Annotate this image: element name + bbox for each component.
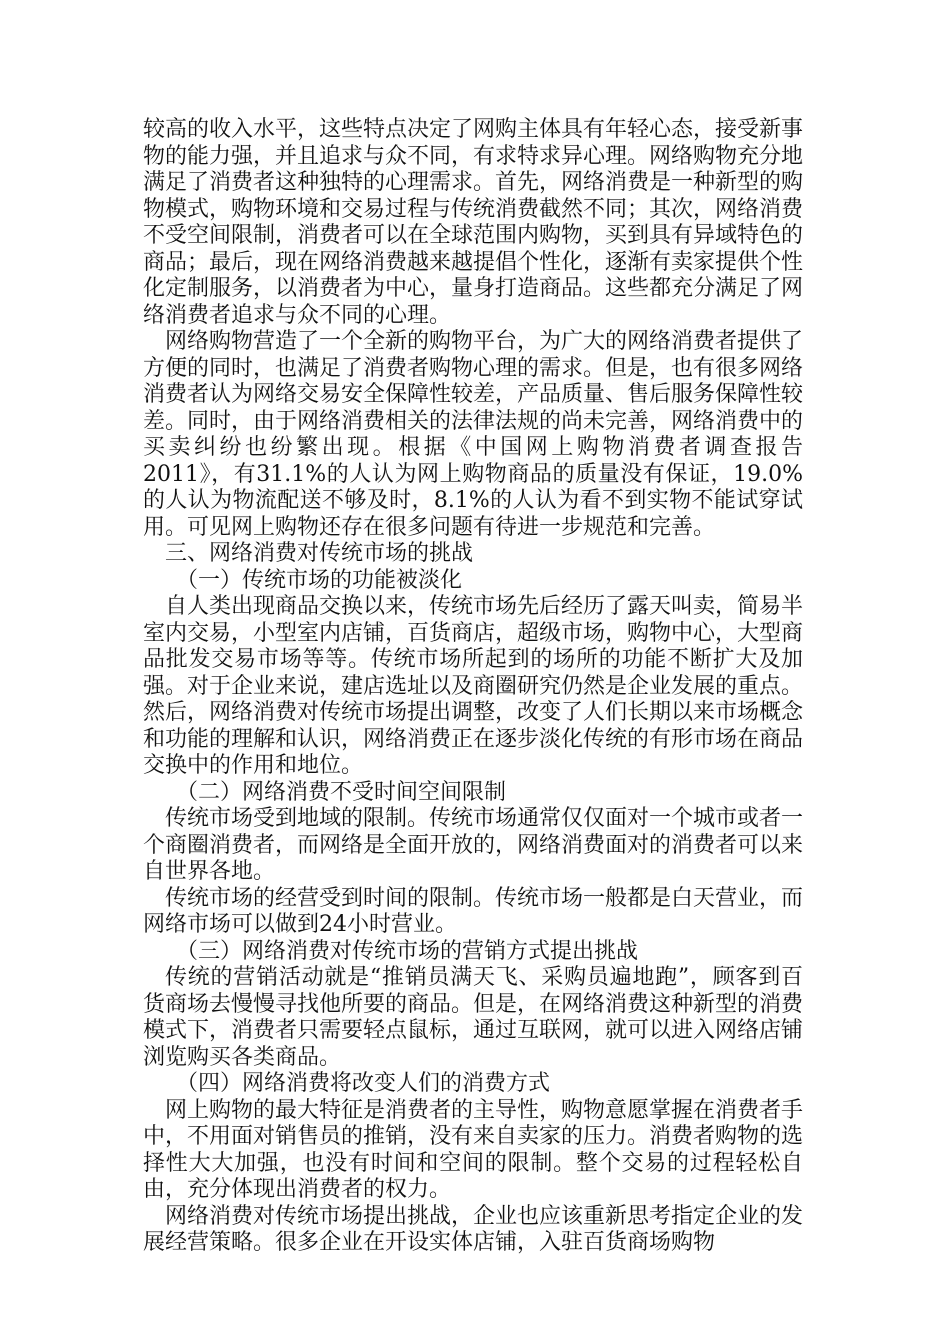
subheading-1: （一）传统市场的功能被淡化 bbox=[176, 567, 463, 593]
subheading-4: （四）网络消费将改变人们的消费方式 bbox=[176, 1071, 551, 1096]
paragraph-4: 传统市场受到地域的限制。传统市场通常仅仅面对一个城市或者一个商圈消费者，而网络是全面开放的，网络消费面对的消费者可以来自世界各地。 bbox=[143, 806, 804, 884]
paragraph-8: 网络消费对传统市场提出挑战，企业也应该重新思考指定企业的发展经营策略。很多企业在开设实体店铺，入驻百货商场购物 bbox=[143, 1203, 804, 1255]
paragraph-5: 传统市场的经营受到时间的限制。传统市场一般都是白天营业，而网络市场可以做到24小时营业。 bbox=[143, 885, 804, 937]
paragraph-1: 较高的收入水平，这些特点决定了网购主体具有年轻心态，接受新事物的能力强，并且追求与众不同，有求特求异心理。网络购物充分地满足了消费者这种独特的心理需求。首先，网络消费是一种新型的购物模式，购物环境和交易过程与传统消费截然不同；其次，网络消费不受空间限制，消费者可以在全球范围内购物，买到具有异域特色的商品；最后，现在网络消费越来越提倡个性化，逐渐有卖家提供个性化定制服务，以消费者为中心，量身打造商品。这些都充分满足了网络消费者追求与众不同的心理。 bbox=[143, 117, 804, 328]
paragraph-2: 网络购物营造了一个全新的购物平台，为广大的网络消费者提供了方便的同时，也满足了消费者购物心理的需求。但是，也有很多网络消费者认为网络交易安全保障性较差，产品质量、售后服务保障性较差。同时，由于网络消费相关的法律法规的尚未完善，网络消费中的买卖纠纷也纷繁出现。根据《中国网上购物消费者调查报告2011》，有31.1%的人认为网上购物商品的质量没有保证，19.0%的人认为物流配送不够及时，8.1%的人认为看不到实物不能试穿试用。可见网上购物还存在很多问题有待进一步规范和完善。 bbox=[143, 329, 804, 540]
document-page bbox=[143, 117, 803, 1257]
paragraph-3: 自人类出现商品交换以来，传统市场先后经历了露天叫卖，简易半室内交易，小型室内店铺，百货商店，超级市场，购物中心，大型商品批发交易市场等等。传统市场所起到的场所的功能不断扩大及加强。对于企业来说，建店选址以及商圈研究仍然是企业发展的重点。然后，网络消费对传统市场提出调整，改变了人们长期以来市场概念和功能的理解和认识，网络消费正在逐步淡化传统的有形市场在商品交换中的作用和地位。 bbox=[143, 594, 804, 778]
paragraph-7: 网上购物的最大特征是消费者的主导性，购物意愿掌握在消费者手中，不用面对销售员的推销，没有来自卖家的压力。消费者购物的选择性大大加强，也没有时间和空间的限制。整个交易的过程轻松自由，充分体现出消费者的权力。 bbox=[143, 1097, 804, 1202]
section-heading-3: 三、网络消费对传统市场的挑战 bbox=[165, 541, 474, 566]
subheading-3: （三）网络消费对传统市场的营销方式提出挑战 bbox=[176, 938, 639, 964]
subheading-2: （二）网络消费不受时间空间限制 bbox=[176, 779, 507, 805]
paragraph-6: 传统的营销活动就是“推销员满天飞、采购员遍地跑”，顾客到百货商场去慢慢寻找他所要的商品。但是，在网络消费这种新型的消费模式下，消费者只需要轻点鼠标，通过互联网，就可以进入网络店铺浏览购买各类商品。 bbox=[143, 965, 804, 1070]
